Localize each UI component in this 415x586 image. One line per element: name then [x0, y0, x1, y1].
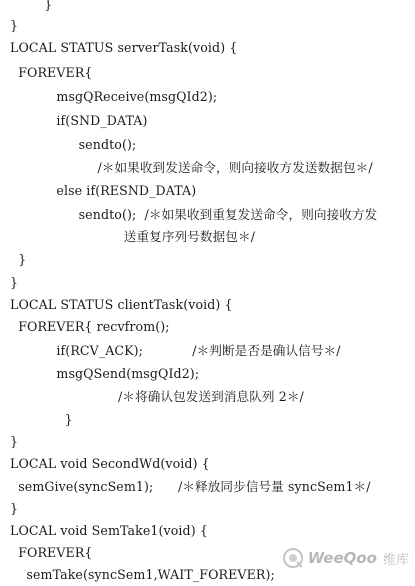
code-line-23: } [10, 501, 19, 516]
code-line-13: } [10, 275, 19, 290]
code-line-5: msgQReceive(msgQId2); [40, 89, 218, 104]
code-line-15: FOREVER{ recvfrom(); [10, 319, 170, 334]
code-line-3: LOCAL STATUS serverTask(void) { [10, 40, 238, 55]
code-line-12: } [10, 252, 27, 267]
code-line-16: if(RCV_ACK); /＊判断是否是确认信号＊/ [40, 343, 341, 358]
code-line-20: } [10, 434, 19, 449]
watermark-brand: WeeQoo [307, 549, 377, 567]
code-line-7: sendto(); [54, 137, 137, 152]
code-line-17: msgQSend(msgQId2); [40, 366, 200, 381]
code-line-9: else if(RESND_DATA) [40, 183, 197, 198]
code-line-25: FOREVER{ [10, 545, 93, 560]
code-line-8: /＊如果收到发送命令，则向接收方发送数据包＊/ [40, 160, 373, 175]
code-line-22: semGive(syncSem1); /＊释放同步信号量 syncSem1＊/ [10, 479, 371, 494]
code-line-4: FOREVER{ [10, 65, 93, 80]
weeqoo-logo-icon [282, 547, 304, 569]
watermark-suffix: 维库 [382, 552, 409, 568]
code-line-14: LOCAL STATUS clientTask(void) { [10, 297, 233, 312]
code-line-11: 送重复序列号数据包＊/ [54, 229, 256, 244]
watermark [282, 545, 409, 571]
code-line-21: LOCAL void SecondWd(void) { [10, 456, 210, 471]
code-line-24: LOCAL void SemTake1(void) { [10, 523, 208, 538]
code-line-2: } [10, 18, 19, 33]
code-line-18: /＊将确认包发送到消息队列 2＊/ [40, 389, 304, 404]
code-line-26: semTake(syncSem1,WAIT_FOREVER); [10, 567, 275, 582]
code-line-19: } [40, 412, 73, 427]
code-line-1: } [36, 0, 53, 12]
code-line-6: if(SND_DATA) [40, 113, 148, 128]
code-line-10: sendto(); /＊如果收到重复发送命令，则向接收方发 [54, 207, 378, 222]
